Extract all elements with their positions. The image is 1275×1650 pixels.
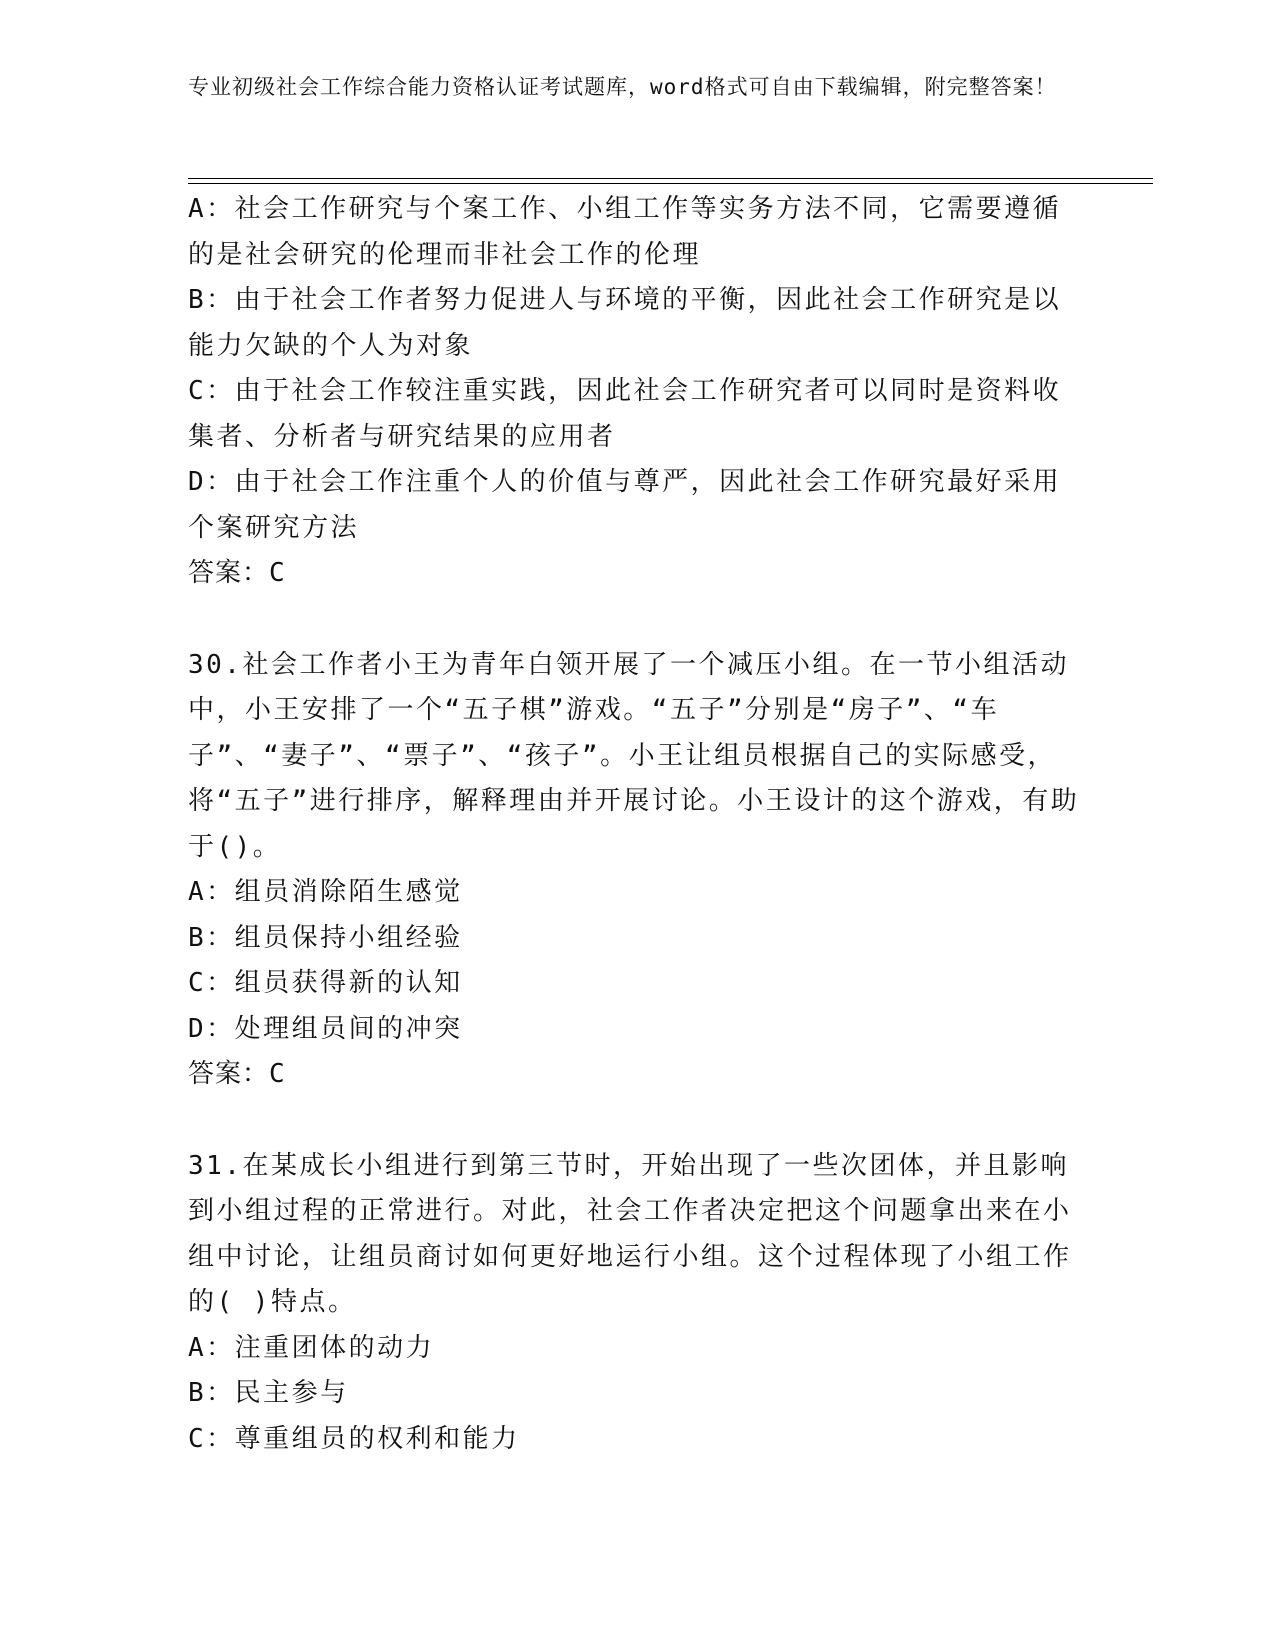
question-30: [188, 643, 1088, 1098]
question-spacer: [188, 1098, 1088, 1144]
question-list: [188, 187, 1088, 1462]
option-c: C：尊重组员的权利和能力: [188, 1423, 520, 1454]
option-c: C：组员获得新的认知: [188, 968, 463, 998]
question-29: [188, 187, 1088, 597]
answer: 答案：C: [188, 1059, 286, 1089]
answer: 答案：C: [188, 558, 286, 588]
question-spacer: [188, 597, 1088, 643]
option-d: D：由于社会工作注重个人的价值与尊严，因此社会工作研究最好采用个案研究方法: [188, 467, 1062, 543]
question-31: [188, 1144, 1088, 1463]
option-b: B：由于社会工作者努力促进人与环境的平衡，因此社会工作研究是以能力欠缺的个人为对象: [188, 285, 1062, 361]
header-divider-bottom: [188, 183, 1153, 184]
question-stem: 30.社会工作者小王为青年白领开展了一个减压小组。在一节小组活动中，小王安排了一个“五子棋”游戏。“五子”分别是“房子”、“车子”、“妻子”、“票子”、“孩子”。小王让组员根据自己的实际感受，将“五子”进行排序，解释理由并开展讨论。小王设计的这个游戏，有助于()。: [188, 649, 1080, 862]
option-b: B：民主参与: [188, 1378, 349, 1408]
document-header: 专业初级社会工作综合能力资格认证考试题库，word格式可自由下载编辑，附完整答案！: [188, 75, 1057, 99]
question-stem: 31.在某成长小组进行到第三节时，开始出现了一些次团体，并且影响到小组过程的正常进行。对此，社会工作者决定把这个问题拿出来在小组中讨论，让组员商讨如何更好地运行小组。这个过程体现了小组工作的( )特点。: [188, 1150, 1072, 1317]
option-a: A：组员消除陌生感觉: [188, 877, 463, 907]
header-divider-top: [188, 178, 1153, 179]
option-a: A：注重团体的动力: [188, 1332, 435, 1363]
option-c: C：由于社会工作较注重实践，因此社会工作研究者可以同时是资料收集者、分析者与研究结果的应用者: [188, 376, 1062, 452]
option-d: D：处理组员间的冲突: [188, 1013, 463, 1044]
option-a: A：社会工作研究与个案工作、小组工作等实务方法不同，它需要遵循的是社会研究的伦理而非社会工作的伦理: [188, 194, 1062, 270]
option-b: B：组员保持小组经验: [188, 922, 463, 953]
